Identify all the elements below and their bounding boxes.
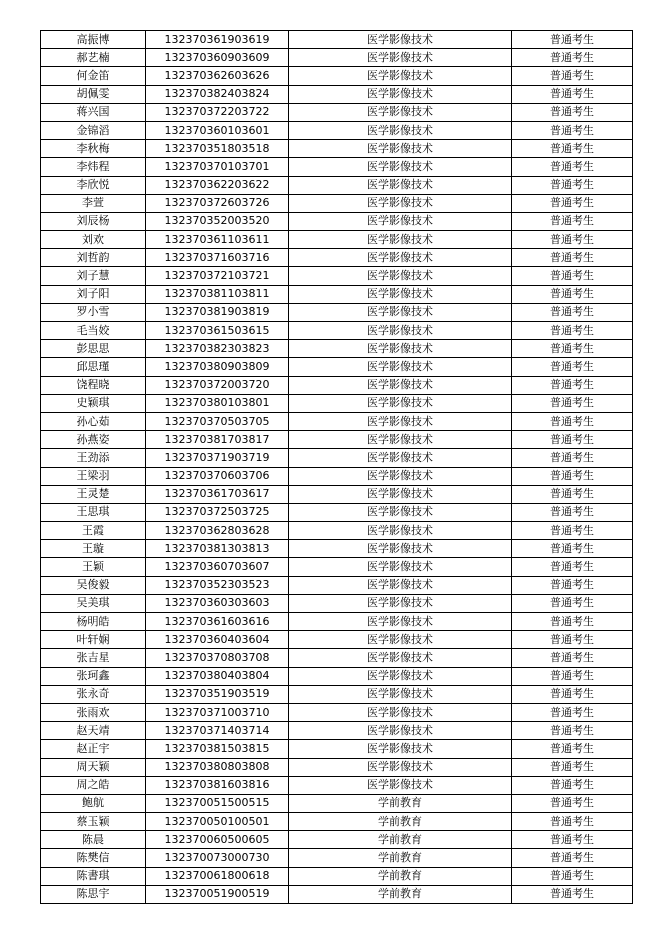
student-name-cell: 郝艺楠 [41, 49, 146, 67]
major-cell: 医学影像技术 [289, 212, 512, 230]
candidate-type-cell: 普通考生 [512, 703, 633, 721]
major-cell: 医学影像技术 [289, 667, 512, 685]
table-row [41, 540, 633, 558]
table-row [41, 613, 633, 631]
candidate-type-cell: 普通考生 [512, 540, 633, 558]
candidate-type-cell: 普通考生 [512, 231, 633, 249]
student-name-cell: 张吉星 [41, 649, 146, 667]
table-row [41, 849, 633, 867]
table-row [41, 649, 633, 667]
table-row [41, 867, 633, 885]
exam-number-cell: 132370362603626 [146, 67, 289, 85]
candidate-type-cell: 普通考生 [512, 212, 633, 230]
table-row [41, 67, 633, 85]
student-name-cell: 王璇 [41, 540, 146, 558]
student-name-cell: 孙燕姿 [41, 431, 146, 449]
candidate-type-cell: 普通考生 [512, 85, 633, 103]
candidate-type-cell: 普通考生 [512, 758, 633, 776]
student-name-cell: 刘欢 [41, 231, 146, 249]
table-row [41, 303, 633, 321]
exam-number-cell: 132370360303603 [146, 594, 289, 612]
major-cell: 医学影像技术 [289, 49, 512, 67]
student-name-cell: 张永奇 [41, 685, 146, 703]
table-row [41, 813, 633, 831]
major-cell: 学前教育 [289, 849, 512, 867]
table-row [41, 176, 633, 194]
major-cell: 医学影像技术 [289, 158, 512, 176]
major-cell: 医学影像技术 [289, 85, 512, 103]
candidate-type-cell: 普通考生 [512, 631, 633, 649]
table-row [41, 885, 633, 903]
student-name-cell: 饶程晓 [41, 376, 146, 394]
table-row [41, 85, 633, 103]
candidate-type-cell: 普通考生 [512, 194, 633, 212]
candidate-type-cell: 普通考生 [512, 485, 633, 503]
candidate-type-cell: 普通考生 [512, 31, 633, 49]
student-name-cell: 高振博 [41, 31, 146, 49]
exam-number-cell: 132370372503725 [146, 503, 289, 521]
exam-number-cell: 132370372603726 [146, 194, 289, 212]
major-cell: 医学影像技术 [289, 394, 512, 412]
student-name-cell: 王思琪 [41, 503, 146, 521]
table-row [41, 685, 633, 703]
candidate-type-cell: 普通考生 [512, 285, 633, 303]
student-name-cell: 史颖琪 [41, 394, 146, 412]
exam-number-cell: 132370352303523 [146, 576, 289, 594]
major-cell: 医学影像技术 [289, 231, 512, 249]
student-name-cell: 邱思瑾 [41, 358, 146, 376]
student-name-cell: 陈思宇 [41, 885, 146, 903]
exam-number-cell: 132370380903809 [146, 358, 289, 376]
major-cell: 医学影像技术 [289, 103, 512, 121]
candidate-type-cell: 普通考生 [512, 322, 633, 340]
major-cell: 医学影像技术 [289, 431, 512, 449]
student-name-cell: 金锦滔 [41, 121, 146, 139]
major-cell: 学前教育 [289, 813, 512, 831]
major-cell: 医学影像技术 [289, 31, 512, 49]
candidate-type-cell: 普通考生 [512, 449, 633, 467]
student-name-cell: 陈樊信 [41, 849, 146, 867]
student-name-cell: 刘辰杨 [41, 212, 146, 230]
major-cell: 学前教育 [289, 885, 512, 903]
table-row [41, 285, 633, 303]
exam-number-cell: 132370061800618 [146, 867, 289, 885]
exam-number-cell: 132370370103701 [146, 158, 289, 176]
major-cell: 医学影像技术 [289, 176, 512, 194]
table-row [41, 467, 633, 485]
candidate-type-cell: 普通考生 [512, 158, 633, 176]
major-cell: 医学影像技术 [289, 194, 512, 212]
student-roster-table [40, 30, 633, 904]
exam-number-cell: 132370371603716 [146, 249, 289, 267]
major-cell: 医学影像技术 [289, 249, 512, 267]
major-cell: 医学影像技术 [289, 522, 512, 540]
table-row [41, 703, 633, 721]
student-name-cell: 孙心茹 [41, 412, 146, 430]
major-cell: 医学影像技术 [289, 631, 512, 649]
student-name-cell: 周天颖 [41, 758, 146, 776]
table-row [41, 394, 633, 412]
candidate-type-cell: 普通考生 [512, 467, 633, 485]
candidate-type-cell: 普通考生 [512, 394, 633, 412]
table-row [41, 503, 633, 521]
exam-number-cell: 132370051500515 [146, 794, 289, 812]
student-name-cell: 赵正宇 [41, 740, 146, 758]
student-name-cell: 周之皓 [41, 776, 146, 794]
major-cell: 医学影像技术 [289, 740, 512, 758]
candidate-type-cell: 普通考生 [512, 303, 633, 321]
candidate-type-cell: 普通考生 [512, 885, 633, 903]
exam-number-cell: 132370381903819 [146, 303, 289, 321]
student-name-cell: 李秋梅 [41, 140, 146, 158]
exam-number-cell: 132370371003710 [146, 703, 289, 721]
candidate-type-cell: 普通考生 [512, 249, 633, 267]
student-name-cell: 何金笛 [41, 67, 146, 85]
major-cell: 医学影像技术 [289, 685, 512, 703]
exam-number-cell: 132370381303813 [146, 540, 289, 558]
exam-number-cell: 132370380103801 [146, 394, 289, 412]
table-row [41, 667, 633, 685]
exam-number-cell: 132370361703617 [146, 485, 289, 503]
candidate-type-cell: 普通考生 [512, 849, 633, 867]
student-name-cell: 罗小雪 [41, 303, 146, 321]
table-row [41, 485, 633, 503]
major-cell: 医学影像技术 [289, 703, 512, 721]
student-name-cell: 吴美琪 [41, 594, 146, 612]
major-cell: 医学影像技术 [289, 594, 512, 612]
exam-number-cell: 132370073000730 [146, 849, 289, 867]
major-cell: 医学影像技术 [289, 649, 512, 667]
student-name-cell: 蔡玉颖 [41, 813, 146, 831]
candidate-type-cell: 普通考生 [512, 267, 633, 285]
student-name-cell: 王劲添 [41, 449, 146, 467]
student-name-cell: 张雨欢 [41, 703, 146, 721]
major-cell: 医学影像技术 [289, 412, 512, 430]
candidate-type-cell: 普通考生 [512, 740, 633, 758]
exam-number-cell: 132370372003720 [146, 376, 289, 394]
student-name-cell: 鲍航 [41, 794, 146, 812]
major-cell: 医学影像技术 [289, 467, 512, 485]
table-row [41, 412, 633, 430]
major-cell: 医学影像技术 [289, 303, 512, 321]
table-row [41, 249, 633, 267]
table-row [41, 431, 633, 449]
student-name-cell: 李萱 [41, 194, 146, 212]
student-name-cell: 彭思思 [41, 340, 146, 358]
major-cell: 医学影像技术 [289, 376, 512, 394]
candidate-type-cell: 普通考生 [512, 558, 633, 576]
major-cell: 医学影像技术 [289, 485, 512, 503]
candidate-type-cell: 普通考生 [512, 576, 633, 594]
exam-number-cell: 132370381703817 [146, 431, 289, 449]
student-name-cell: 李欣悦 [41, 176, 146, 194]
exam-number-cell: 132370351903519 [146, 685, 289, 703]
student-name-cell: 王颖 [41, 558, 146, 576]
exam-number-cell: 132370060500605 [146, 831, 289, 849]
major-cell: 医学影像技术 [289, 67, 512, 85]
major-cell: 医学影像技术 [289, 758, 512, 776]
table-row [41, 267, 633, 285]
exam-number-cell: 132370361603616 [146, 613, 289, 631]
exam-number-cell: 132370380403804 [146, 667, 289, 685]
table-row [41, 103, 633, 121]
student-name-cell: 蒋兴国 [41, 103, 146, 121]
candidate-type-cell: 普通考生 [512, 649, 633, 667]
candidate-type-cell: 普通考生 [512, 358, 633, 376]
major-cell: 学前教育 [289, 867, 512, 885]
major-cell: 医学影像技术 [289, 358, 512, 376]
exam-number-cell: 132370370603706 [146, 467, 289, 485]
major-cell: 学前教育 [289, 831, 512, 849]
candidate-type-cell: 普通考生 [512, 594, 633, 612]
major-cell: 医学影像技术 [289, 285, 512, 303]
table-row [41, 776, 633, 794]
exam-number-cell: 132370362803628 [146, 522, 289, 540]
candidate-type-cell: 普通考生 [512, 176, 633, 194]
table-row [41, 158, 633, 176]
candidate-type-cell: 普通考生 [512, 867, 633, 885]
candidate-type-cell: 普通考生 [512, 813, 633, 831]
major-cell: 医学影像技术 [289, 267, 512, 285]
major-cell: 医学影像技术 [289, 722, 512, 740]
exam-number-cell: 132370382303823 [146, 340, 289, 358]
major-cell: 医学影像技术 [289, 540, 512, 558]
exam-number-cell: 132370381103811 [146, 285, 289, 303]
candidate-type-cell: 普通考生 [512, 412, 633, 430]
candidate-type-cell: 普通考生 [512, 140, 633, 158]
student-name-cell: 刘子阳 [41, 285, 146, 303]
exam-number-cell: 132370361503615 [146, 322, 289, 340]
student-name-cell: 赵天靖 [41, 722, 146, 740]
exam-number-cell: 132370382403824 [146, 85, 289, 103]
table-row [41, 376, 633, 394]
student-name-cell: 李炜程 [41, 158, 146, 176]
exam-number-cell: 132370370803708 [146, 649, 289, 667]
candidate-type-cell: 普通考生 [512, 667, 633, 685]
student-name-cell: 张珂鑫 [41, 667, 146, 685]
major-cell: 医学影像技术 [289, 449, 512, 467]
table-row [41, 121, 633, 139]
student-name-cell: 王霞 [41, 522, 146, 540]
candidate-type-cell: 普通考生 [512, 67, 633, 85]
table-row [41, 758, 633, 776]
candidate-type-cell: 普通考生 [512, 103, 633, 121]
exam-number-cell: 132370360103601 [146, 121, 289, 139]
exam-number-cell: 132370372103721 [146, 267, 289, 285]
exam-number-cell: 132370371903719 [146, 449, 289, 467]
exam-number-cell: 132370381603816 [146, 776, 289, 794]
candidate-type-cell: 普通考生 [512, 503, 633, 521]
table-row [41, 231, 633, 249]
major-cell: 医学影像技术 [289, 776, 512, 794]
exam-number-cell: 132370372203722 [146, 103, 289, 121]
student-name-cell: 毛当姣 [41, 322, 146, 340]
table-row [41, 722, 633, 740]
exam-number-cell: 132370370503705 [146, 412, 289, 430]
exam-number-cell: 132370361103611 [146, 231, 289, 249]
candidate-type-cell: 普通考生 [512, 776, 633, 794]
exam-number-cell: 132370352003520 [146, 212, 289, 230]
candidate-type-cell: 普通考生 [512, 685, 633, 703]
candidate-type-cell: 普通考生 [512, 831, 633, 849]
student-name-cell: 王梁羽 [41, 467, 146, 485]
student-name-cell: 王灵楚 [41, 485, 146, 503]
table-row [41, 49, 633, 67]
major-cell: 医学影像技术 [289, 503, 512, 521]
exam-number-cell: 132370380803808 [146, 758, 289, 776]
candidate-type-cell: 普通考生 [512, 522, 633, 540]
roster-body [41, 31, 633, 904]
exam-number-cell: 132370360903609 [146, 49, 289, 67]
exam-number-cell: 132370361903619 [146, 31, 289, 49]
table-row [41, 740, 633, 758]
table-row [41, 594, 633, 612]
candidate-type-cell: 普通考生 [512, 121, 633, 139]
candidate-type-cell: 普通考生 [512, 794, 633, 812]
candidate-type-cell: 普通考生 [512, 613, 633, 631]
student-name-cell: 刘哲韵 [41, 249, 146, 267]
exam-number-cell: 132370362203622 [146, 176, 289, 194]
table-row [41, 522, 633, 540]
major-cell: 医学影像技术 [289, 121, 512, 139]
exam-number-cell: 132370050100501 [146, 813, 289, 831]
student-name-cell: 陈晨 [41, 831, 146, 849]
exam-number-cell: 132370051900519 [146, 885, 289, 903]
exam-number-cell: 132370351803518 [146, 140, 289, 158]
table-row [41, 794, 633, 812]
student-name-cell: 叶轩娴 [41, 631, 146, 649]
table-row [41, 358, 633, 376]
major-cell: 医学影像技术 [289, 340, 512, 358]
table-row [41, 194, 633, 212]
table-row [41, 340, 633, 358]
major-cell: 学前教育 [289, 794, 512, 812]
major-cell: 医学影像技术 [289, 140, 512, 158]
table-row [41, 558, 633, 576]
candidate-type-cell: 普通考生 [512, 722, 633, 740]
table-row [41, 631, 633, 649]
student-name-cell: 吴俊毅 [41, 576, 146, 594]
student-name-cell: 胡佩雯 [41, 85, 146, 103]
table-row [41, 140, 633, 158]
major-cell: 医学影像技术 [289, 322, 512, 340]
table-row [41, 31, 633, 49]
student-name-cell: 刘子慧 [41, 267, 146, 285]
candidate-type-cell: 普通考生 [512, 49, 633, 67]
major-cell: 医学影像技术 [289, 558, 512, 576]
exam-number-cell: 132370371403714 [146, 722, 289, 740]
major-cell: 医学影像技术 [289, 613, 512, 631]
exam-number-cell: 132370381503815 [146, 740, 289, 758]
table-row [41, 449, 633, 467]
table-row [41, 831, 633, 849]
exam-number-cell: 132370360703607 [146, 558, 289, 576]
candidate-type-cell: 普通考生 [512, 431, 633, 449]
table-row [41, 212, 633, 230]
student-name-cell: 陈書琪 [41, 867, 146, 885]
student-name-cell: 杨明皓 [41, 613, 146, 631]
table-row [41, 322, 633, 340]
candidate-type-cell: 普通考生 [512, 376, 633, 394]
table-row [41, 576, 633, 594]
exam-number-cell: 132370360403604 [146, 631, 289, 649]
candidate-type-cell: 普通考生 [512, 340, 633, 358]
major-cell: 医学影像技术 [289, 576, 512, 594]
